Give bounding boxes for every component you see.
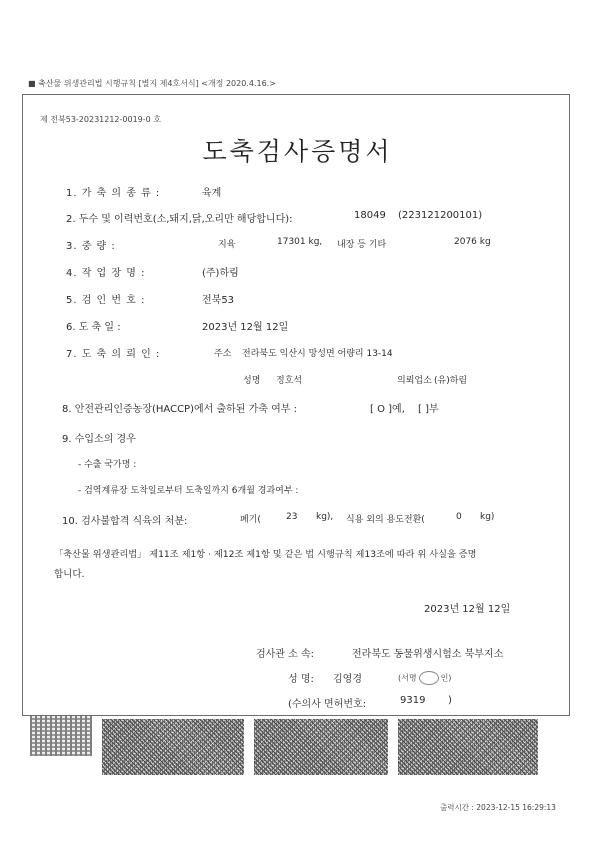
signature-label	[398, 671, 451, 685]
issue-date: 2023년 12월 12일	[424, 604, 511, 615]
field-6-value: 2023년 12월 12일	[202, 322, 289, 333]
signature-open: (서명	[398, 673, 417, 683]
field-5-label: 5. 검 인 번 호 :	[66, 295, 146, 306]
license-close: )	[448, 695, 452, 706]
field-7-label: 7. 도 축 의 뢰 인 :	[66, 349, 161, 360]
field-1-value: 육계	[202, 188, 222, 199]
security-barcode-small	[30, 716, 92, 756]
field-10-disposal-unit: kg),	[316, 512, 334, 522]
document-number: 제 전북53-20231212-0019-0 호	[40, 115, 162, 124]
field-3-part2-name: 내장 등 기타	[337, 240, 387, 250]
field-9-label: 9. 수입소의 경우	[62, 434, 136, 445]
field-6-label: 6. 도 축 일 :	[66, 322, 121, 333]
field-2-count: 18049	[354, 210, 386, 221]
print-time: 출력시간 : 2023-12-15 16:29:13	[440, 803, 556, 812]
field-2-label: 2. 두수 및 이력번호(소,돼지,닭,오리만 해당합니다):	[66, 214, 293, 225]
inspector-office: 전라북도 동물위생시험소 북부지소	[352, 649, 504, 660]
field-2-trace: (223121200101)	[398, 210, 483, 221]
document-title: 도축검사증명서	[202, 137, 393, 166]
field-8-label: 8. 안전관리인증농장(HACCP)에서 출하된 가축 여부 :	[62, 404, 298, 415]
signature-close: 인)	[440, 673, 452, 683]
field-4-label: 4. 작 업 장 명 :	[66, 268, 146, 279]
field-7-name-label: 성명	[243, 376, 261, 386]
haccp-no-checkbox: [ ]부	[418, 404, 439, 415]
field-10-other-value: 0	[456, 512, 462, 522]
field-10-other-label: 식용 외의 용도전환(	[346, 515, 425, 525]
field-4-value: (주)하림	[202, 268, 239, 279]
security-pattern-1	[102, 719, 244, 775]
field-9-country-label: - 수출 국가명 :	[78, 460, 137, 470]
field-3-part1-name: 지육	[218, 240, 236, 250]
license-label: (수의사 면허번호:	[288, 699, 367, 710]
field-5-value: 전북53	[202, 295, 235, 306]
field-1-label: 1. 가 축 의 종 류 :	[66, 188, 161, 199]
signature-mark	[419, 671, 439, 685]
field-3-label: 3. 중 량 :	[66, 241, 116, 252]
field-7-firm: (유)하림	[434, 376, 468, 386]
inspector-office-label: 검사관 소 속:	[256, 649, 315, 660]
field-10-disposal-value: 23	[286, 512, 298, 522]
security-pattern-3	[398, 719, 538, 775]
inspector-name: 김영경	[333, 674, 362, 685]
statement-line-1: 「축산물 위생관리법」 제11조 제1항 · 제12조 제1항 및 같은 법 시행규칙 제13조에 따라 위 사실을 증명	[54, 549, 477, 560]
field-3-part1-value: 17301 kg,	[277, 237, 323, 247]
field-7-name: 정호석	[276, 376, 303, 386]
inspector-name-label: 성 명:	[288, 674, 314, 685]
field-7-address-label: 주소	[214, 349, 232, 359]
statement-line-2: 합니다.	[54, 569, 85, 580]
field-10-other-unit: kg)	[480, 512, 495, 522]
license-number: 9319	[400, 695, 426, 706]
field-10-label: 10. 검사불합격 식육의 처분:	[62, 516, 188, 527]
regulation-header: ■ 축산물 위생관리법 시행규칙 [별지 제4호서식] <개정 2020.4.16.>	[28, 79, 276, 88]
field-9-six-month-label: - 검역계류장 도착일로부터 도축일까지 6개월 경과여부 :	[78, 486, 299, 496]
field-3-part2-value: 2076 kg	[454, 237, 491, 247]
field-10-disposal-label: 폐기(	[240, 515, 261, 525]
field-7-address: 전라북도 익산시 망성면 어량리 13-14	[242, 349, 393, 359]
haccp-yes-checkbox: [ O ]예,	[370, 404, 405, 415]
security-pattern-2	[254, 719, 388, 775]
field-7-firm-label: 의뢰업소	[397, 376, 432, 386]
